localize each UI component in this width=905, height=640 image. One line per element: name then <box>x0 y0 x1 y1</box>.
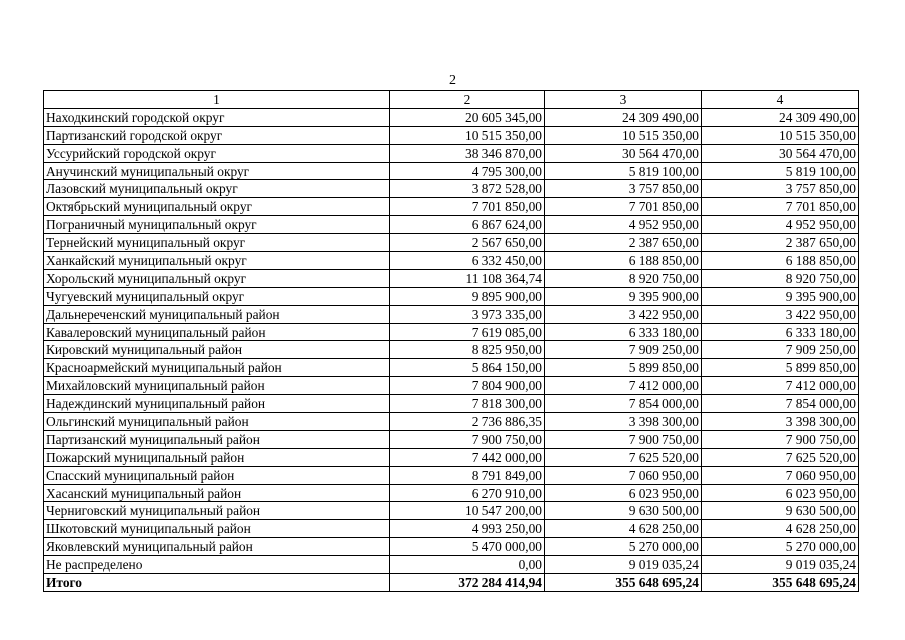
amount-cell: 10 515 350,00 <box>702 126 859 144</box>
amount-cell: 7 909 250,00 <box>545 341 702 359</box>
amount-cell: 6 188 850,00 <box>545 252 702 270</box>
amount-cell: 7 442 000,00 <box>390 448 545 466</box>
municipality-name-cell: Дальнереченский муниципальный район <box>44 305 390 323</box>
amount-cell: 7 701 850,00 <box>545 198 702 216</box>
amount-cell: 5 864 150,00 <box>390 359 545 377</box>
table-row <box>44 216 859 234</box>
table-row <box>44 538 859 556</box>
municipality-name-cell: Кавалеровский муниципальный район <box>44 323 390 341</box>
amount-cell: 6 188 850,00 <box>702 252 859 270</box>
amount-cell: 7 900 750,00 <box>390 430 545 448</box>
municipality-name-cell: Хорольский муниципальный округ <box>44 269 390 287</box>
table-row <box>44 126 859 144</box>
amount-cell: 4 952 950,00 <box>545 216 702 234</box>
municipality-name-cell: Октябрьский муниципальный округ <box>44 198 390 216</box>
amount-cell: 9 395 900,00 <box>545 287 702 305</box>
amount-cell: 38 346 870,00 <box>390 144 545 162</box>
amount-cell: 8 791 849,00 <box>390 466 545 484</box>
amount-cell: 2 736 886,35 <box>390 413 545 431</box>
municipality-name-cell: Не распределено <box>44 556 390 574</box>
municipality-name-cell: Пограничный муниципальный округ <box>44 216 390 234</box>
amount-cell: 9 895 900,00 <box>390 287 545 305</box>
amount-cell: 8 825 950,00 <box>390 341 545 359</box>
amount-cell: 9 019 035,24 <box>545 556 702 574</box>
amount-cell: 7 701 850,00 <box>702 198 859 216</box>
amount-cell: 7 412 000,00 <box>545 377 702 395</box>
table-body <box>44 108 859 591</box>
column-header-1: 1 <box>44 91 390 109</box>
amount-cell: 3 398 300,00 <box>702 413 859 431</box>
amount-cell: 20 605 345,00 <box>390 108 545 126</box>
budget-distribution-table <box>43 90 859 592</box>
table-row <box>44 466 859 484</box>
table-row <box>44 377 859 395</box>
amount-cell: 3 973 335,00 <box>390 305 545 323</box>
municipality-name-cell: Тернейский муниципальный округ <box>44 234 390 252</box>
amount-cell: 7 804 900,00 <box>390 377 545 395</box>
municipality-name-cell: Черниговский муниципальный район <box>44 502 390 520</box>
municipality-name-cell: Ольгинский муниципальный район <box>44 413 390 431</box>
amount-cell: 7 900 750,00 <box>702 430 859 448</box>
amount-cell: 3 398 300,00 <box>545 413 702 431</box>
amount-cell: 7 619 085,00 <box>390 323 545 341</box>
municipality-name-cell: Кировский муниципальный район <box>44 341 390 359</box>
total-amount-cell: 355 648 695,24 <box>702 574 859 592</box>
amount-cell: 7 909 250,00 <box>702 341 859 359</box>
total-label-cell: Итого <box>44 574 390 592</box>
table-row <box>44 413 859 431</box>
municipality-name-cell: Партизанский муниципальный район <box>44 430 390 448</box>
amount-cell: 7 701 850,00 <box>390 198 545 216</box>
column-header-3: 3 <box>545 91 702 109</box>
amount-cell: 10 515 350,00 <box>545 126 702 144</box>
column-header-4: 4 <box>702 91 859 109</box>
amount-cell: 7 854 000,00 <box>702 395 859 413</box>
table-row <box>44 287 859 305</box>
table-row <box>44 144 859 162</box>
table-header-row <box>44 91 859 109</box>
amount-cell: 9 630 500,00 <box>545 502 702 520</box>
municipality-name-cell: Михайловский муниципальный район <box>44 377 390 395</box>
table-row <box>44 162 859 180</box>
amount-cell: 4 628 250,00 <box>702 520 859 538</box>
amount-cell: 5 270 000,00 <box>702 538 859 556</box>
amount-cell: 7 818 300,00 <box>390 395 545 413</box>
municipality-name-cell: Хасанский муниципальный район <box>44 484 390 502</box>
municipality-name-cell: Анучинский муниципальный округ <box>44 162 390 180</box>
amount-cell: 4 952 950,00 <box>702 216 859 234</box>
amount-cell: 3 757 850,00 <box>545 180 702 198</box>
municipality-name-cell: Красноармейский муниципальный район <box>44 359 390 377</box>
amount-cell: 6 867 624,00 <box>390 216 545 234</box>
amount-cell: 4 993 250,00 <box>390 520 545 538</box>
table-row <box>44 305 859 323</box>
amount-cell: 3 422 950,00 <box>702 305 859 323</box>
column-header-2: 2 <box>390 91 545 109</box>
amount-cell: 5 470 000,00 <box>390 538 545 556</box>
page-number: 2 <box>449 73 456 88</box>
total-row <box>44 574 859 592</box>
amount-cell: 5 819 100,00 <box>702 162 859 180</box>
amount-cell: 7 900 750,00 <box>545 430 702 448</box>
table-row <box>44 108 859 126</box>
municipality-name-cell: Надеждинский муниципальный район <box>44 395 390 413</box>
amount-cell: 4 628 250,00 <box>545 520 702 538</box>
municipality-name-cell: Чугуевский муниципальный округ <box>44 287 390 305</box>
amount-cell: 9 630 500,00 <box>702 502 859 520</box>
table-row <box>44 252 859 270</box>
amount-cell: 6 023 950,00 <box>545 484 702 502</box>
amount-cell: 5 899 850,00 <box>545 359 702 377</box>
amount-cell: 5 270 000,00 <box>545 538 702 556</box>
table-row <box>44 198 859 216</box>
amount-cell: 2 567 650,00 <box>390 234 545 252</box>
table-row <box>44 502 859 520</box>
total-amount-cell: 355 648 695,24 <box>545 574 702 592</box>
amount-cell: 3 757 850,00 <box>702 180 859 198</box>
table-row <box>44 234 859 252</box>
municipality-name-cell: Пожарский муниципальный район <box>44 448 390 466</box>
amount-cell: 30 564 470,00 <box>702 144 859 162</box>
amount-cell: 24 309 490,00 <box>545 108 702 126</box>
table-row <box>44 448 859 466</box>
amount-cell: 7 625 520,00 <box>702 448 859 466</box>
municipality-name-cell: Уссурийский городской округ <box>44 144 390 162</box>
table-row <box>44 341 859 359</box>
amount-cell: 3 872 528,00 <box>390 180 545 198</box>
municipality-name-cell: Яковлевский муниципальный район <box>44 538 390 556</box>
amount-cell: 0,00 <box>390 556 545 574</box>
amount-cell: 6 333 180,00 <box>545 323 702 341</box>
table-row <box>44 359 859 377</box>
amount-cell: 6 332 450,00 <box>390 252 545 270</box>
table-row <box>44 323 859 341</box>
table-row <box>44 520 859 538</box>
amount-cell: 9 395 900,00 <box>702 287 859 305</box>
amount-cell: 7 060 950,00 <box>702 466 859 484</box>
amount-cell: 2 387 650,00 <box>702 234 859 252</box>
amount-cell: 8 920 750,00 <box>545 269 702 287</box>
amount-cell: 11 108 364,74 <box>390 269 545 287</box>
municipality-name-cell: Спасский муниципальный район <box>44 466 390 484</box>
amount-cell: 5 819 100,00 <box>545 162 702 180</box>
amount-cell: 8 920 750,00 <box>702 269 859 287</box>
amount-cell: 6 023 950,00 <box>702 484 859 502</box>
table-row <box>44 484 859 502</box>
total-amount-cell: 372 284 414,94 <box>390 574 545 592</box>
table-row <box>44 395 859 413</box>
amount-cell: 10 515 350,00 <box>390 126 545 144</box>
table-row <box>44 180 859 198</box>
table-row <box>44 556 859 574</box>
amount-cell: 6 333 180,00 <box>702 323 859 341</box>
amount-cell: 7 412 000,00 <box>702 377 859 395</box>
municipality-name-cell: Находкинский городской округ <box>44 108 390 126</box>
amount-cell: 3 422 950,00 <box>545 305 702 323</box>
municipality-name-cell: Шкотовский муниципальный район <box>44 520 390 538</box>
table-row <box>44 430 859 448</box>
amount-cell: 7 625 520,00 <box>545 448 702 466</box>
amount-cell: 4 795 300,00 <box>390 162 545 180</box>
amount-cell: 5 899 850,00 <box>702 359 859 377</box>
amount-cell: 9 019 035,24 <box>702 556 859 574</box>
amount-cell: 7 854 000,00 <box>545 395 702 413</box>
amount-cell: 7 060 950,00 <box>545 466 702 484</box>
amount-cell: 2 387 650,00 <box>545 234 702 252</box>
amount-cell: 6 270 910,00 <box>390 484 545 502</box>
municipality-name-cell: Ханкайский муниципальный округ <box>44 252 390 270</box>
amount-cell: 10 547 200,00 <box>390 502 545 520</box>
amount-cell: 24 309 490,00 <box>702 108 859 126</box>
amount-cell: 30 564 470,00 <box>545 144 702 162</box>
municipality-name-cell: Партизанский городской округ <box>44 126 390 144</box>
table-row <box>44 269 859 287</box>
municipality-name-cell: Лазовский муниципальный округ <box>44 180 390 198</box>
